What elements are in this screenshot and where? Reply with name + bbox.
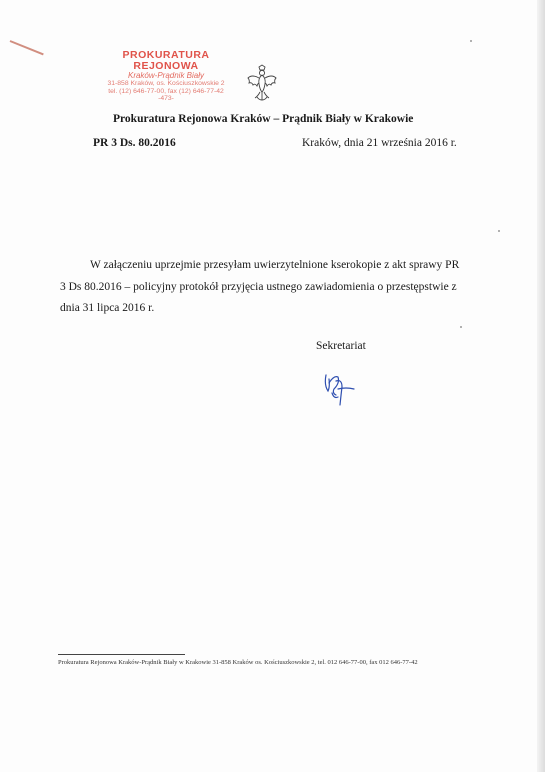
- stamp-subtitle: Kraków-Prądnik Biały: [127, 71, 205, 81]
- stamp-title: PROKURATURA REJONOWA: [122, 49, 210, 73]
- body-line-3: dnia 31 lipca 2016 r.: [60, 302, 155, 314]
- footer-rule: [58, 654, 185, 655]
- footer-text: Prokuratura Rejonowa Kraków-Prądnik Biały w Krakowie 31-858 Kraków os. Kościuszkowskie 2, tel. 012 646-77-00, fax 012 646-77-42: [58, 659, 418, 666]
- body-line-2: 3 Ds 80.2016 – policyjny protokół przyjęcia ustnego zawiadomienia o przestępstwie z: [60, 280, 457, 293]
- office-name-heading: Prokuratura Rejonowa Kraków – Prądnik Biały w Krakowie: [113, 113, 414, 125]
- letter-body: [60, 255, 470, 320]
- stamp-number: -473-: [158, 94, 174, 102]
- signature-icon: [320, 369, 360, 409]
- stamp-phone: tel. (12) 646-77-00, fax (12) 646-77-42: [108, 87, 224, 95]
- speck: [460, 326, 462, 328]
- pen-mark: [10, 40, 44, 55]
- office-stamp: [97, 50, 235, 102]
- coat-of-arms-eagle-icon: [246, 64, 278, 102]
- stamp-address: 31-858 Kraków, os. Kościuszkowskie 2: [107, 80, 225, 88]
- case-number: PR 3 Ds. 80.2016: [93, 137, 176, 149]
- signoff-label: Sekretariat: [316, 340, 366, 352]
- speck: [498, 230, 500, 232]
- body-line-1: W załączeniu uprzejmie przesyłam uwierzytelnione kserokopie z akt sprawy PR: [90, 259, 460, 271]
- place-date: Kraków, dnia 21 września 2016 r.: [302, 137, 457, 149]
- speck: [470, 40, 472, 42]
- page-edge-shadow: [537, 0, 545, 772]
